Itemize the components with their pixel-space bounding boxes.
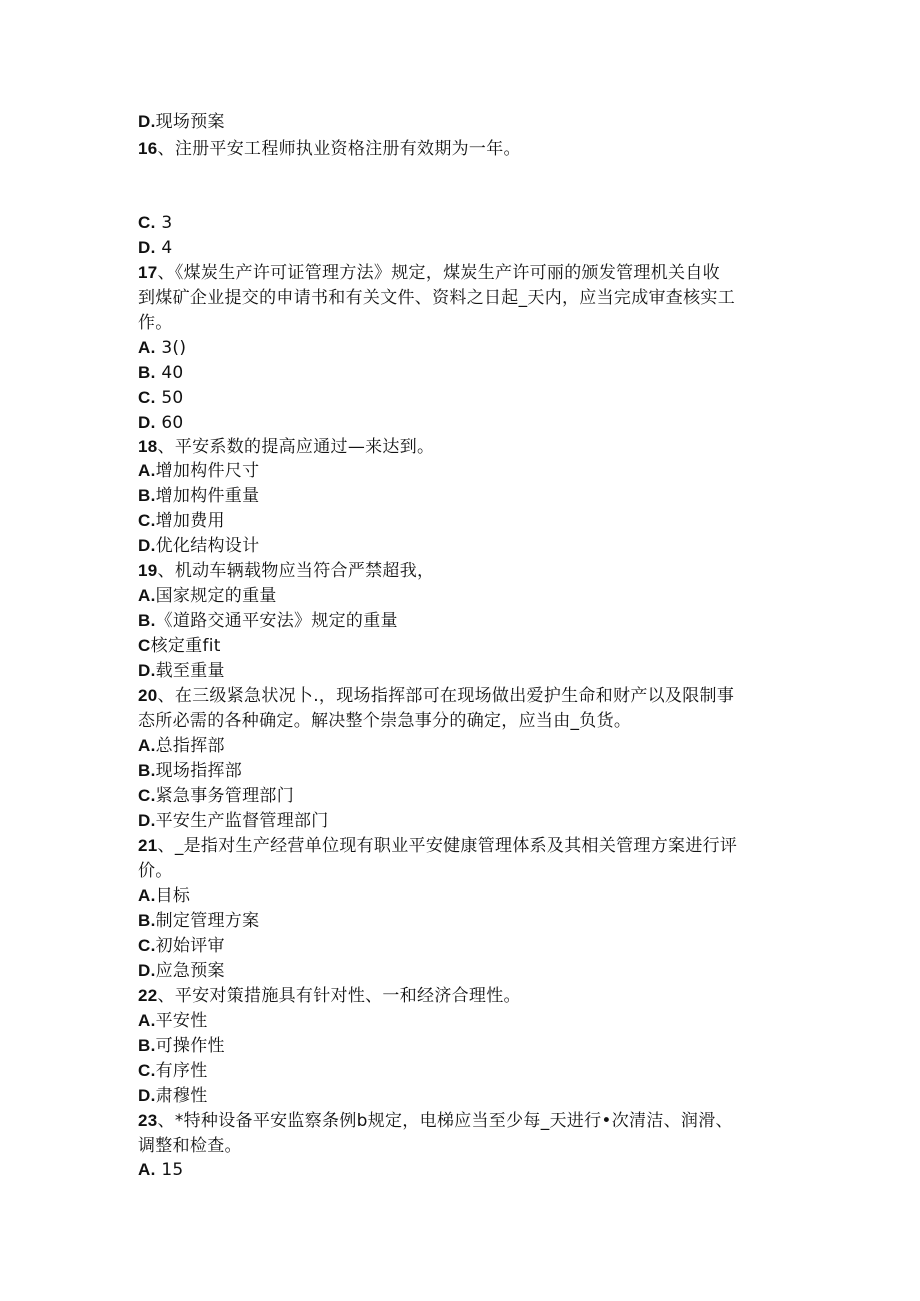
text-line — [138, 935, 225, 957]
line-marker: A. — [138, 1011, 156, 1030]
text-line — [138, 312, 173, 334]
text-line — [138, 835, 737, 857]
line-text: 平安性 — [155, 1011, 208, 1031]
line-text: 调整和检查。 — [138, 1136, 242, 1156]
line-text: 3 — [155, 213, 173, 233]
line-text: 初始评审 — [155, 936, 225, 956]
text-line — [138, 1110, 733, 1132]
line-text: 现场指挥部 — [155, 761, 243, 781]
text-line — [138, 412, 184, 434]
line-marker: D. — [138, 1086, 156, 1105]
text-line — [138, 985, 521, 1007]
line-text: 增加费用 — [155, 511, 225, 531]
line-text: 《道路交通平安法》规定的重量 — [155, 611, 398, 631]
text-line — [138, 262, 720, 284]
text-line — [138, 860, 173, 882]
text-line — [138, 610, 398, 632]
line-marker: B. — [138, 911, 156, 930]
line-marker: D. — [138, 536, 156, 555]
text-line — [138, 1010, 208, 1032]
text-line — [138, 460, 259, 482]
line-text: 有序性 — [155, 1061, 208, 1081]
line-text: 到煤矿企业提交的申请书和有关文件、资料之日起_天内，应当完成审查核实工 — [138, 288, 735, 308]
line-marker: A. — [138, 586, 156, 605]
text-line — [138, 685, 734, 707]
text-line — [138, 436, 434, 458]
line-text: 增加构件尺寸 — [155, 461, 260, 481]
text-line — [138, 960, 225, 982]
line-text: 载至重量 — [155, 661, 225, 681]
text-line — [138, 760, 242, 782]
line-text: 、机动车辆载物应当符合严禁超我， — [157, 561, 435, 581]
text-line — [138, 785, 294, 807]
line-marker: D. — [138, 661, 156, 680]
line-text: 40 — [155, 363, 184, 383]
line-text: 、注册平安工程师执业资格注册有效期为一年。 — [157, 139, 521, 159]
line-marker: 20 — [138, 686, 158, 705]
line-marker: D. — [138, 413, 156, 432]
line-marker: C. — [138, 786, 156, 805]
text-line — [138, 510, 225, 532]
line-text: 总指挥部 — [155, 736, 225, 756]
text-line — [138, 1085, 208, 1107]
line-text: 15 — [155, 1160, 184, 1180]
line-marker: A. — [138, 886, 156, 905]
line-marker: D. — [138, 961, 156, 980]
text-line — [138, 485, 259, 507]
line-text: 作。 — [138, 313, 173, 333]
line-text: 、*特种设备平安监察条例b规定，电梯应当至少每_天进行•次清洁、润滑、 — [157, 1111, 733, 1131]
line-marker: D. — [138, 238, 156, 257]
line-marker: 16 — [138, 139, 158, 158]
line-text: 制定管理方案 — [155, 911, 260, 931]
text-line — [138, 660, 225, 682]
line-text: 肃穆性 — [155, 1086, 208, 1106]
line-text: 、_是指对生产经营单位现有职业平安健康管理体系及其相关管理方案进行评 — [157, 836, 738, 856]
line-marker: C — [138, 636, 151, 655]
line-text: 目标 — [155, 886, 191, 906]
text-line — [138, 387, 184, 409]
text-line — [138, 535, 259, 557]
line-text: 核定重fit — [150, 636, 221, 656]
line-text: 态所必需的各种确定。解决整个崇急事分的确定，应当由_负货。 — [138, 711, 632, 731]
line-text: 可操作性 — [155, 1036, 225, 1056]
line-marker: A. — [138, 1160, 156, 1179]
text-line — [138, 138, 521, 160]
line-text: 增加构件重量 — [155, 486, 260, 506]
line-marker: B. — [138, 611, 156, 630]
text-line — [138, 237, 172, 259]
line-text: 4 — [155, 238, 173, 258]
line-text: 3() — [155, 338, 187, 358]
line-text: 、平安系数的提高应通过—来达到。 — [157, 437, 435, 457]
text-line — [138, 710, 631, 732]
text-line — [138, 885, 190, 907]
line-marker: C. — [138, 388, 156, 407]
text-line — [138, 337, 186, 359]
line-marker: 18 — [138, 437, 158, 456]
line-text: 现场预案 — [155, 112, 225, 132]
line-text: 价。 — [138, 861, 173, 881]
line-marker: 21 — [138, 836, 158, 855]
line-text: 60 — [155, 413, 184, 433]
line-text: 、《煤炭生产许可证管理方法》规定，煤炭生产许可丽的颁发管理机关自收 — [157, 263, 720, 283]
line-marker: 19 — [138, 561, 158, 580]
text-line — [138, 1035, 225, 1057]
text-line — [138, 111, 225, 133]
line-text: 紧急事务管理部门 — [155, 786, 295, 806]
text-line — [138, 560, 434, 582]
line-marker: B. — [138, 363, 156, 382]
text-line — [138, 212, 172, 234]
line-text: 国家规定的重量 — [155, 586, 277, 606]
text-line — [138, 287, 735, 309]
line-text: 优化结构设计 — [155, 536, 260, 556]
line-marker: B. — [138, 761, 156, 780]
line-marker: C. — [138, 511, 156, 530]
line-text: 应急预案 — [155, 961, 225, 981]
line-marker: D. — [138, 112, 156, 131]
line-marker: C. — [138, 1061, 156, 1080]
line-marker: A. — [138, 736, 156, 755]
text-line — [138, 1135, 242, 1157]
text-line — [138, 362, 184, 384]
text-line — [138, 635, 221, 657]
line-marker: A. — [138, 338, 156, 357]
text-line — [138, 810, 329, 832]
line-text: 、在三级紧急状况卜.，现场指挥部可在现场做出爱护生命和财产以及限制事 — [157, 686, 735, 706]
line-marker: D. — [138, 811, 156, 830]
text-line — [138, 1060, 208, 1082]
line-marker: B. — [138, 486, 156, 505]
text-line — [138, 735, 225, 757]
line-text: 50 — [155, 388, 184, 408]
line-marker: 22 — [138, 986, 158, 1005]
line-marker: 17 — [138, 263, 158, 282]
text-line — [138, 910, 259, 932]
line-marker: C. — [138, 936, 156, 955]
line-marker: C. — [138, 213, 156, 232]
line-marker: A. — [138, 461, 156, 480]
line-text: 平安生产监督管理部门 — [155, 811, 329, 831]
line-marker: 23 — [138, 1111, 158, 1130]
text-line — [138, 585, 277, 607]
text-line — [138, 1159, 184, 1181]
line-text: 、平安对策措施具有针对性、一和经济合理性。 — [157, 986, 521, 1006]
line-marker: B. — [138, 1036, 156, 1055]
